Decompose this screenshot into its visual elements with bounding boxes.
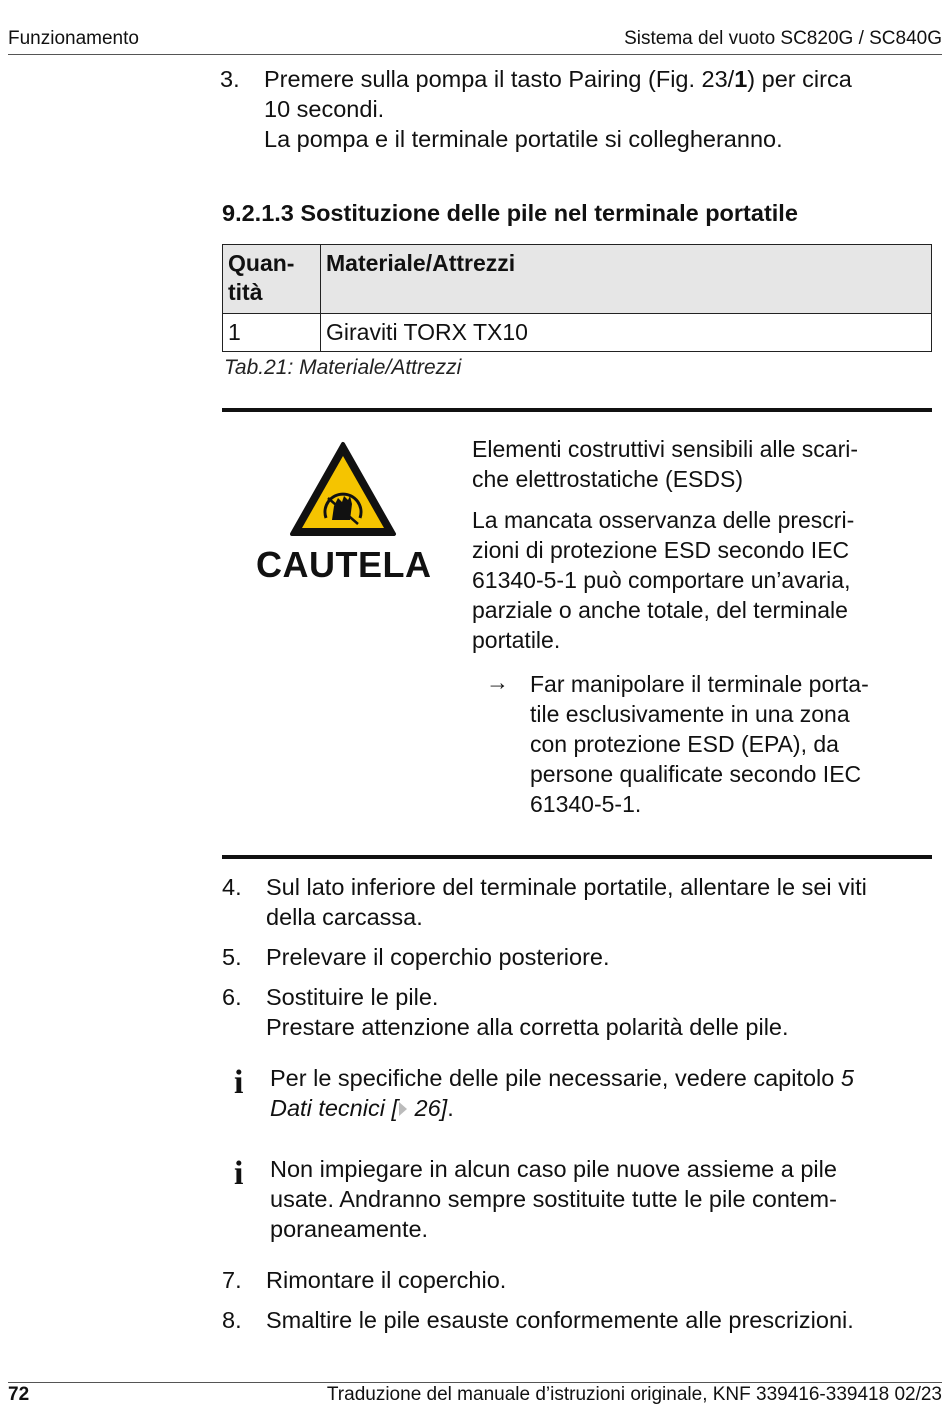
header-product: Sistema del vuoto SC820G / SC840G [624,28,942,49]
step-text: Sostituire le pile. Prestare attenzione alla corretta polarità delle pile. [266,984,789,1040]
footer-document-info: Traduzione del manuale d’istruzioni originale, KNF 339416-339418 02/23 [326,1384,942,1405]
step-number: 3. [220,66,240,92]
materials-table [222,244,932,352]
step-6 [222,982,932,1044]
info-note-battery-mix: Non impiegare in alcun caso pile nuove assieme a pile usate. Andranno sempre sostituite tutte le pile contem- poraneamente. [270,1156,837,1242]
header-chapter: Funzionamento [8,28,139,49]
info-icon: i [234,1064,244,1101]
warning-title: Elementi costruttivi sensibili alle scari- che elettrostatiche (ESDS) [472,436,859,492]
table-header-cell: Materiale/Attrezzi [321,245,932,314]
table-cell: Giraviti TORX TX10 [321,314,932,352]
header-divider [8,54,942,55]
table-row [223,314,932,352]
page-number: 72 [8,1384,30,1405]
warning-action: Far manipolare il terminale porta- tile esclusivamente in una zona con protezione ESD (EPA), da persone qualificate secondo IEC 61340-5-1. [530,671,869,817]
page-ref-triangle-icon [399,1102,407,1116]
table-caption: Tab.21: Materiale/Attrezzi [224,356,462,379]
warning-body: La mancata osservanza delle prescri- zioni di protezione ESD secondo IEC 61340-5-1 può comportare un’avaria, parziale o anche totale, del terminale portatile. [472,507,855,653]
step-text: Rimontare il coperchio. [266,1267,507,1293]
esd-warning-triangle-icon [288,440,398,538]
section-heading: 9.2.1.3 Sostituzione delle pile nel terminale portatile [222,200,798,226]
step-5 [222,942,932,974]
info-note-battery-specs: Per le specifiche delle pile necessarie, vedere capitolo 5 Dati tecnici [ 26]. [270,1065,854,1121]
step-number: 5. [222,944,242,970]
step-3 [220,64,920,156]
warning-top-rule [222,408,932,412]
step-number: 6. [222,984,242,1010]
step-number: 7. [222,1267,242,1293]
page-ref-link[interactable]: 26] [408,1095,448,1121]
table-header-row [223,245,932,314]
step-number: 8. [222,1307,242,1333]
warning-bottom-rule [222,855,932,859]
info-icon: i [234,1155,244,1192]
step-4 [222,872,932,934]
table-header-cell: Quan- tità [223,245,321,314]
step-number: 4. [222,874,242,900]
arrow-right-icon: → [486,669,509,695]
step-text: Premere sulla pompa il tasto Pairing (Fig. 23/1) per circa 10 secondi. La pompa e il terminale portatile si collegheranno. [264,66,852,152]
warning-label: CAUTELA [256,544,432,585]
table-cell: 1 [223,314,321,352]
footer-divider [8,1382,942,1383]
step-8 [222,1305,932,1337]
step-text: Prelevare il coperchio posteriore. [266,944,610,970]
step-7 [222,1265,932,1297]
step-text: Sul lato inferiore del terminale portatile, allentare le sei viti della carcassa. [266,874,867,930]
step-text: Smaltire le pile esauste conformemente alle prescrizioni. [266,1307,854,1333]
